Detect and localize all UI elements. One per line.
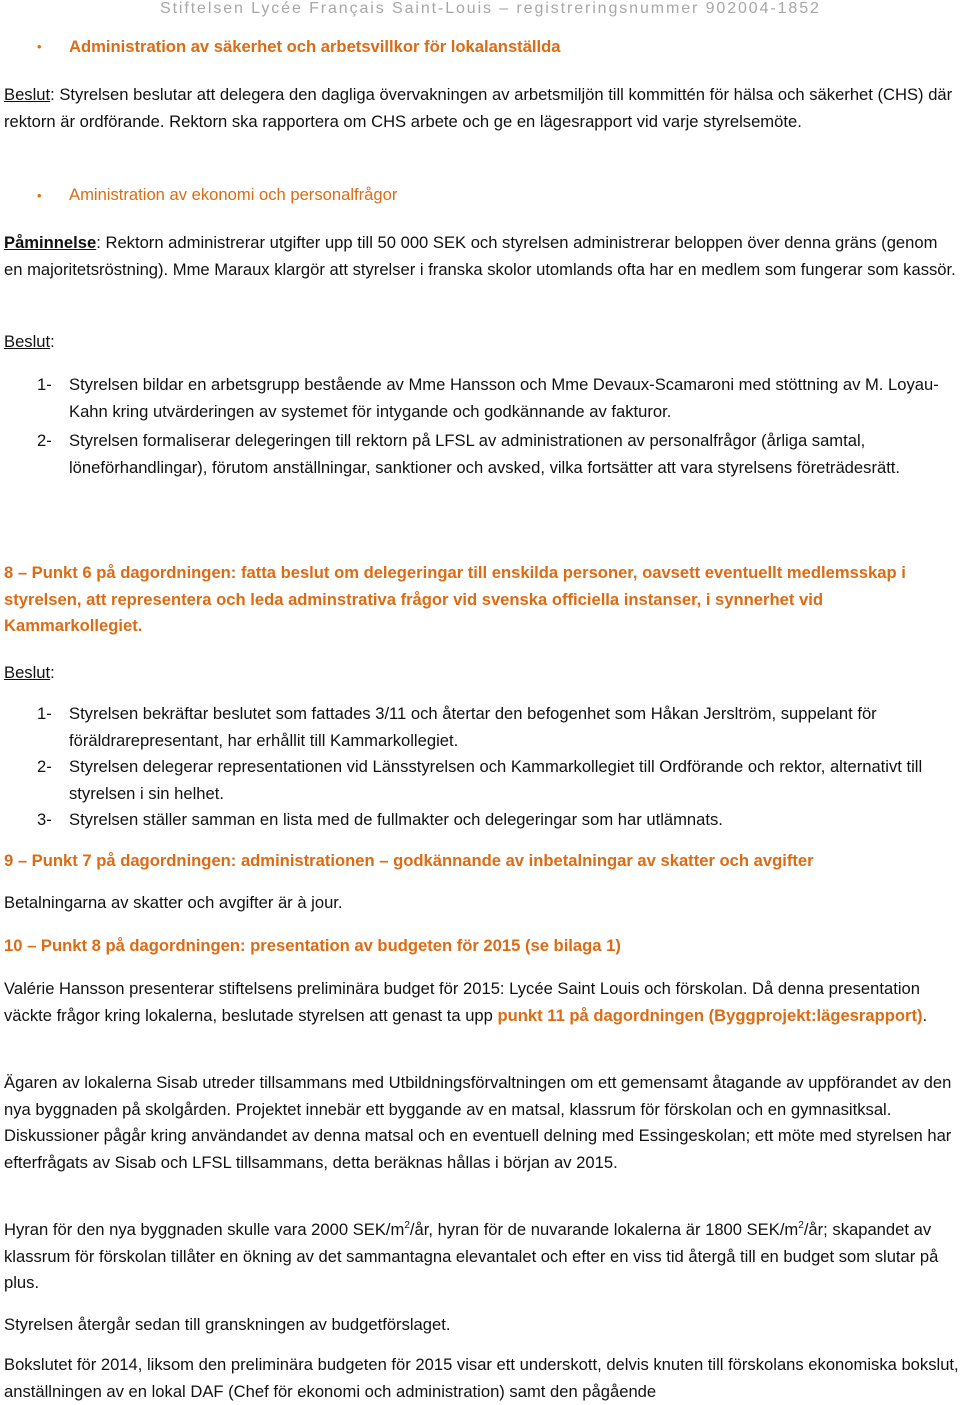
list-item: Styrelsen ställer samman en lista med de fullmakter och delegeringar som har utlämnats. (69, 810, 723, 829)
list-item-number: 2- (37, 431, 52, 450)
decision-colon: : (50, 332, 55, 351)
paragraph-budget-review: Styrelsen återgår sedan till granskningen av budgetförslaget. (4, 1315, 451, 1334)
heading-economy-admin: Aministration av ekonomi och personalfrågor (69, 185, 398, 204)
decision-text: : Styrelsen beslutar att delegera den dagliga övervakningen av arbetsmiljön till kommittén för hälsa och säkerhet (CHS) där rektorn är ordförande. Rektorn ska rapportera om CHS arbete och ge en lägesrapport vid varje styrelsemöte. (4, 85, 953, 131)
document-header: Stiftelsen Lycée Français Saint-Louis – registreringsnummer 902004-1852 (160, 0, 821, 17)
list-item: Styrelsen bildar en arbetsgrupp bestående av Mme Hansson och Mme Devaux-Scamaroni med stöttning av M. Loyau-Kahn kring utvärderingen av systemet för intygande och godkännande av fakturor. (69, 375, 939, 421)
superscript: 2 (404, 1220, 410, 1231)
superscript: 2 (798, 1220, 804, 1231)
bullet-icon: • (37, 188, 42, 203)
reminder-label: Påminnelse (4, 233, 97, 252)
list-item: Styrelsen formaliserar delegeringen till rektorn på LFSL av administrationen av personalfrågor (årliga samtal, löneförhandlingar), förutom anställningar, sanktioner och avsked, vilka fortsätter att vara styrelsens företrädesrätt. (69, 431, 901, 477)
list-item-number: 2- (37, 757, 52, 776)
list-item: Styrelsen bekräftar beslutet som fattades 3/11 och återtar den befogenhet som Håkan Jersltröm, suppelant för föräldrarepresentant, har erhållit till Kammarkollegiet. (69, 704, 877, 750)
paragraph-security-decision (4, 82, 959, 135)
decision-heading (4, 329, 959, 356)
paragraph-rent (4, 1217, 959, 1297)
punctuation: . (922, 1005, 928, 1025)
rent-text: Hyran för den nya byggnaden skulle vara 2000 SEK/m (4, 1220, 405, 1239)
budget-text: Valérie Hansson presenterar stiftelsens preliminära budget för 2015: Lycée Saint Louis och förskolan. Då denna presentation väckte frågor kring lokalerna, beslutade styrelsen att genast ta upp (4, 979, 920, 1025)
decision-label: Beslut (4, 85, 51, 104)
list-item-number: 1- (37, 704, 52, 723)
decision-label: Beslut (4, 332, 51, 351)
paragraph-payments: Betalningarna av skatter och avgifter är à jour. (4, 893, 343, 912)
heading-section-10: 10 – Punkt 8 på dagordningen: presentation av budgeten för 2015 (se bilaga 1) (4, 936, 621, 955)
rent-text: /år, hyran för de nuvarande lokalerna är 1800 SEK/m (409, 1220, 799, 1239)
list-item-number: 3- (37, 810, 52, 829)
bullet-icon: • (37, 39, 42, 54)
paragraph-budget-presentation (4, 976, 959, 1029)
list-item: Styrelsen delegerar representationen vid Länsstyrelsen och Kammarkollegiet till Ordförande och rektor, alternativt till styrelsen i sin helhet. (69, 757, 923, 803)
decision-colon: : (50, 663, 55, 682)
paragraph-premises: Ägaren av lokalerna Sisab utreder tillsammans med Utbildningsförvaltningen om ett gemensamt åtagande av uppförandet av den nya byggnaden på skolgården. Projektet innebär ett byggande av en matsal, klassrum för förskolan och en gymnasitksal. Diskussioner pågår kring användandet av denna matsal och en eventuell delning med Essingeskolan; ett möte med styrelsen har efterfrågats av Sisab och LFSL tillsammans, detta beräknas hållas i början av 2015. (4, 1073, 952, 1172)
agenda-reference-link: punkt 11 på dagordningen (Byggprojekt:lägesrapport) (497, 1005, 923, 1025)
reminder-text: : Rektorn administrerar utgifter upp till 50 000 SEK och styrelsen administrerar beloppen över denna gräns (genom en majoritetsröstning). Mme Maraux klargör att styrelser i franska skolor utomlands ofta har en medlem som fungerar som kassör. (4, 233, 956, 279)
decision-label: Beslut (4, 663, 51, 682)
rent-text: /år; skapandet av klassrum för förskolan tillåter en ökning av det sammantagna elevantalet och efter en viss tid återgå till en budget som slutar på plus. (4, 1220, 939, 1292)
paragraph-reminder (4, 230, 959, 283)
paragraph-accounts-2014: Bokslutet för 2014, liksom den preliminära budgeten för 2015 visar ett underskott, delvis knuten till förskolans ekonomiska bokslut, anställningen av en lokal DAF (Chef för ekonomi och administration) samt den pågående (4, 1355, 959, 1401)
heading-section-8: 8 – Punkt 6 på dagordningen: fatta beslut om delegeringar till enskilda personer, oavsett eventuellt medlemsskap i styrelsen, att representera och leda adminstrativa frågor vid svenska officiella instanser, i synnerhet vid Kammarkollegiet. (4, 563, 906, 635)
heading-security-admin: Administration av säkerhet och arbetsvillkor för lokalanställda (69, 37, 561, 56)
list-item-number: 1- (37, 375, 52, 394)
heading-section-9: 9 – Punkt 7 på dagordningen: administrationen – godkännande av inbetalningar av skatter och avgifter (4, 851, 814, 870)
decision-heading (4, 660, 959, 687)
